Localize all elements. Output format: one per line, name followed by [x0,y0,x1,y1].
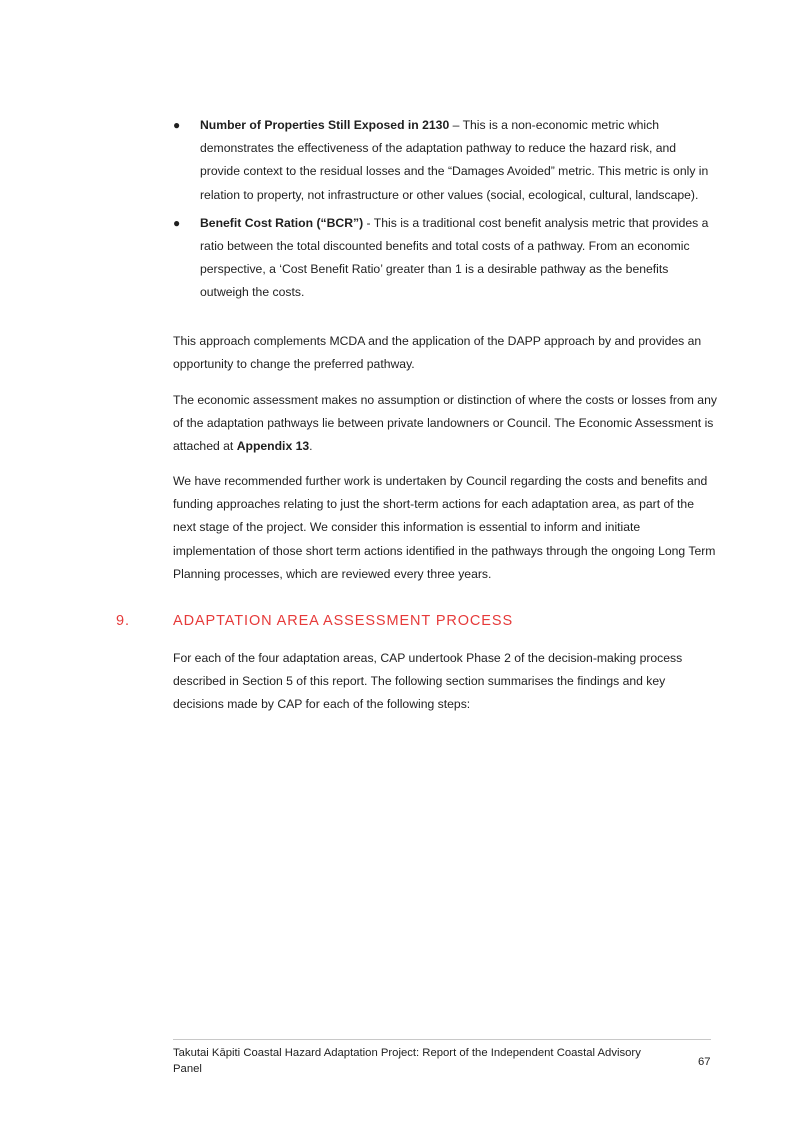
paragraph-economic-assessment [173,389,718,459]
paragraph-mcda: This approach complements MCDA and the application of the DAPP approach by and provides an opportunity to change the preferred pathway. [173,334,702,372]
metrics-bullet-list [173,114,713,310]
section-number: 9. [116,613,130,629]
bullet-description: – This is a non-economic metric which demonstrates the effectiveness of the adaptation pathway to reduce the hazard risk, and provide context to the residual losses and the “Damages Avoided” metric. This metric is only in relation to property, not infrastructure or other values (social, ecological, cultural, landscape). [200,118,709,202]
paragraph-further-work: We have recommended further work is undertaken by Council regarding the costs and benefits and funding approaches relating to just the short-term actions for each adaptation area, as part of the next stage of the project. We consider this information is essential to inform and initiate implementation of those short term actions identified in the pathways through the ongoing Long Term Planning processes, which are reviewed every three years. [173,474,716,581]
bullet-term: Benefit Cost Ration (“BCR”) [200,215,364,230]
footer-divider [173,1039,711,1040]
bullet-description: - This is a traditional cost benefit analysis metric that provides a ratio between the total discounted benefits and total costs of a pathway. From an economic perspective, a ‘Cost Benefit Ratio’ greater than 1 is a desirable pathway as the benefits outweigh the costs. [200,215,709,300]
footer-report-title: Takutai Kāpiti Coastal Hazard Adaptation Project: Report of the Independent Coastal Advisory Panel [173,1047,641,1075]
bullet-term: Number of Properties Still Exposed in 2130 [200,118,450,132]
paragraph-adaptation-areas: For each of the four adaptation areas, CAP undertook Phase 2 of the decision-making process described in Section 5 of this report. The following section summarises the findings and key decisions made by CAP for each of the following steps: [173,651,683,712]
section-heading: ADAPTATION AREA ASSESSMENT PROCESS [173,613,514,629]
paragraph-text: The economic assessment makes no assumption or distinction of where the costs or losses from any of the adaptation pathways lie between private landowners or Council. The Economic Assessment is attached at [173,393,717,454]
paragraph-text-end: . [309,439,313,454]
bullet-marker: ● [173,118,181,132]
bullet-properties-exposed [173,114,713,207]
bullet-marker: ● [173,215,181,230]
page-number: 67 [698,1056,711,1068]
appendix-reference: Appendix 13 [236,439,310,454]
bullet-benefit-cost-ratio [173,212,713,305]
